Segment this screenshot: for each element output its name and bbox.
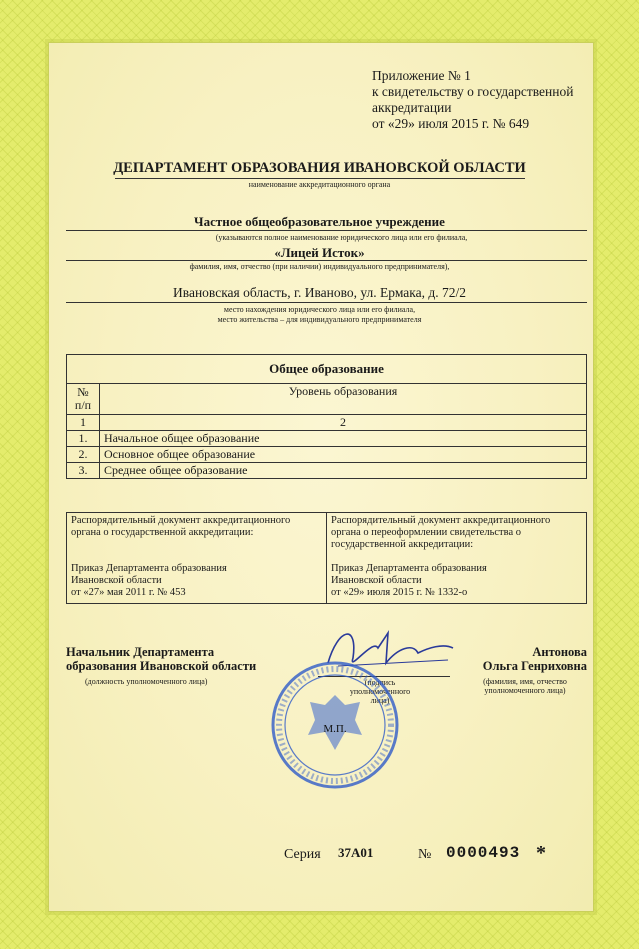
col-index: 2 — [100, 415, 587, 431]
table-row: 2. Основное общее образование — [67, 447, 587, 463]
annex-line: аккредитации — [372, 100, 452, 115]
col-level-header: Уровень образования — [100, 384, 587, 415]
entity-caption: фамилия, имя, отчество (при наличии) индивидуального предпринимателя), — [189, 262, 450, 271]
annex-line: к свидетельству о государственной — [372, 84, 574, 99]
serial-number: 0000493 — [446, 844, 521, 862]
series-value: 37А01 — [338, 845, 374, 860]
organ-name: ДЕПАРТАМЕНТ ОБРАЗОВАНИЯ ИВАНОВСКОЙ ОБЛАСТИ — [113, 160, 526, 176]
divider — [66, 260, 587, 261]
education-table — [66, 354, 587, 479]
col-no-header: № п/п — [67, 384, 100, 415]
annex-line: от «29» июля 2015 г. № 649 — [372, 116, 530, 131]
entity-type: Частное общеобразовательное учреждение — [194, 214, 445, 229]
number-label: № — [418, 847, 432, 862]
official-seal-icon — [270, 660, 400, 790]
annex-block — [372, 68, 592, 132]
divider — [66, 302, 587, 303]
signature-caption: (подпись уполномоченного лица) — [349, 678, 411, 705]
signer-position: Начальник Департамента образования Ивановской области — [66, 645, 257, 673]
mp-label: М.П. — [323, 723, 347, 735]
divider — [66, 230, 587, 231]
col-index: 1 — [67, 415, 100, 431]
name-caption: (фамилия, имя, отчество уполномоченного лица) — [483, 677, 567, 695]
table-row: 1. Начальное общее образование — [67, 431, 587, 447]
documents-table — [66, 512, 587, 604]
entity-name: «Лицей Исток» — [274, 245, 365, 260]
accreditation-order: Распорядительный документ аккредитационного органа о государственной аккредитации: Приказ Департамента образования Ивановской области от «27» мая 2011 г. № 453 — [67, 513, 327, 604]
entity-address: Ивановская область, г. Иваново, ул. Ермака, д. 72/2 — [173, 285, 466, 300]
entity-caption: (указываются полное наименование юридического лица или его филиала, — [215, 233, 468, 242]
position-caption: (должность уполномоченного лица) — [85, 677, 208, 686]
table-row: 3. Среднее общее образование — [67, 463, 587, 479]
divider — [115, 178, 525, 179]
entity-caption: место жительства – для индивидуального предпринимателя — [217, 315, 422, 324]
entity-caption: место нахождения юридического лица или его филиала, — [223, 305, 416, 314]
annex-line: Приложение № 1 — [372, 68, 471, 83]
reissue-order: Распорядительный документ аккредитационного органа о переоформлении свидетельства о государственной аккредитации: Приказ Департамента образования Ивановской области от «29» июля 2015 г. № 1332-о — [327, 513, 587, 604]
organ-caption: наименование аккредитационного органа — [248, 180, 391, 189]
series-mark: * — [536, 842, 546, 864]
education-title: Общее образование — [67, 355, 587, 384]
signer-name: Антонова Ольга Генриховна — [482, 645, 587, 673]
series-label: Серия — [284, 847, 321, 862]
